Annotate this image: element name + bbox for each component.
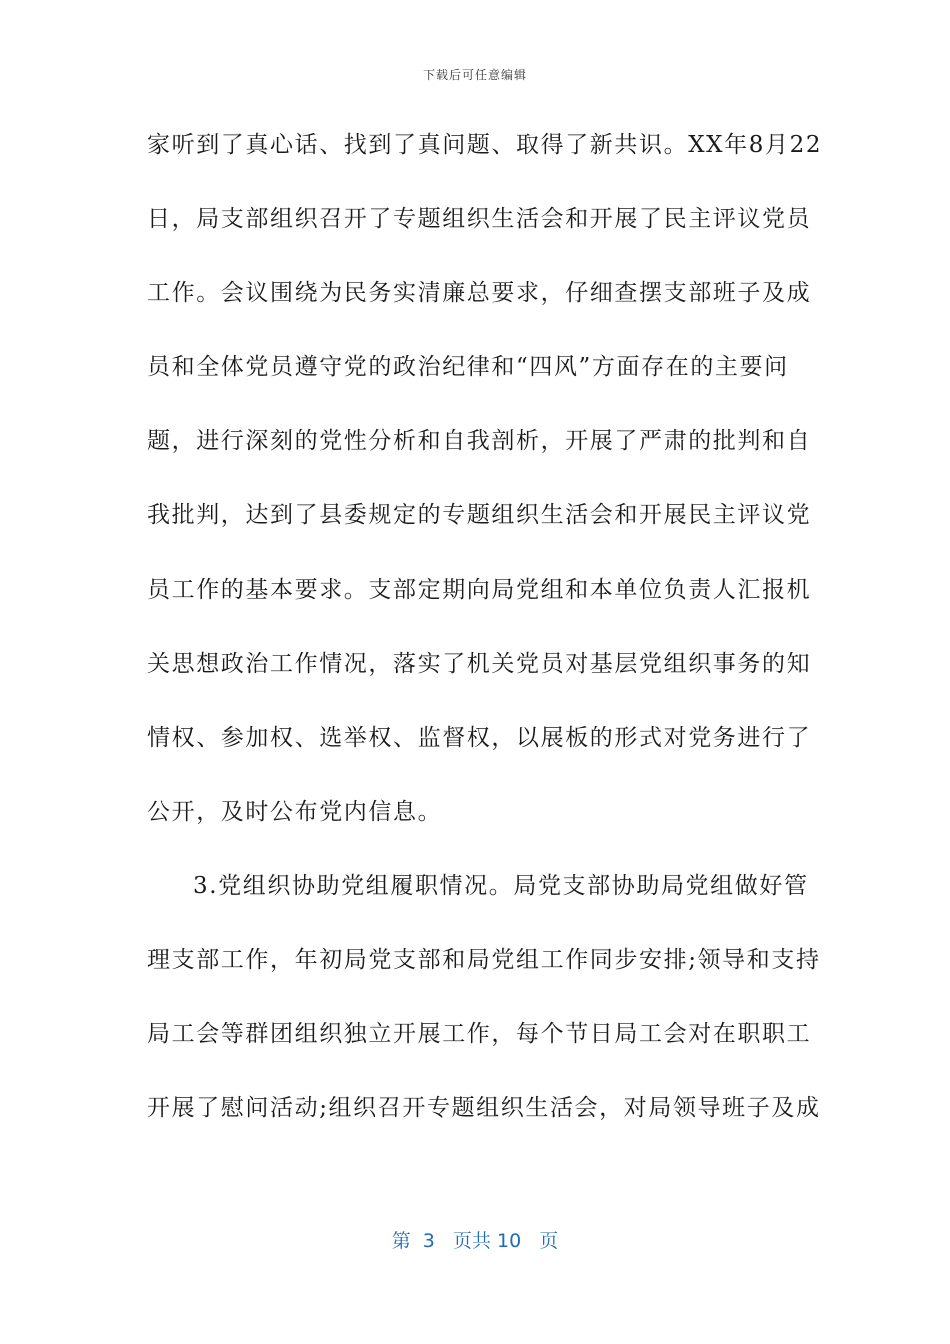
text-line: 开展了慰问活动;组织召开专题组织生活会，对局领导班子及成: [147, 1095, 821, 1122]
text-line: 家听到了真心话、找到了真问题、取得了新共识。XX年8月22: [147, 132, 823, 158]
text-line: 员工作的基本要求。支部定期向局党组和本单位负责人汇报机: [147, 576, 812, 603]
page-header: 下载后可任意编辑: [422, 68, 527, 82]
text-line: 理支部工作，年初局党支部和局党组工作同步安排;领导和支持: [147, 947, 821, 974]
text-line: 员和全体党员遵守党的政治纪律和“四风”方面存在的主要问: [147, 354, 789, 381]
text-line: 工作。会议围绕为民务实清廉总要求，仔细查摆支部班子及成: [147, 280, 812, 307]
text-line: 日，局支部组织召开了专题组织生活会和开展了民主评议党员: [147, 206, 812, 233]
text-line: 关思想政治工作情况，落实了机关党员对基层党组织事务的知: [147, 650, 812, 677]
text-line: 局工会等群团组织独立开展工作，每个节日局工会对在职职工: [147, 1021, 812, 1048]
text-line: 我批判，达到了县委规定的专题组织生活会和开展民主评议党: [147, 502, 812, 529]
paragraph-start-line: 3.党组织协助党组履职情况。局党支部协助局党组做好管: [193, 872, 809, 899]
text-line: 题，进行深刻的党性分析和自我剖析，开展了严肃的批判和自: [147, 428, 812, 455]
text-line: 公开，及时公布党内信息。: [147, 798, 443, 825]
document-body: [147, 122, 823, 1159]
page-number-footer: 第 3 页共 10 页: [391, 1230, 559, 1252]
text-line: 情权、参加权、选举权、监督权，以展板的形式对党务进行了: [147, 724, 812, 751]
